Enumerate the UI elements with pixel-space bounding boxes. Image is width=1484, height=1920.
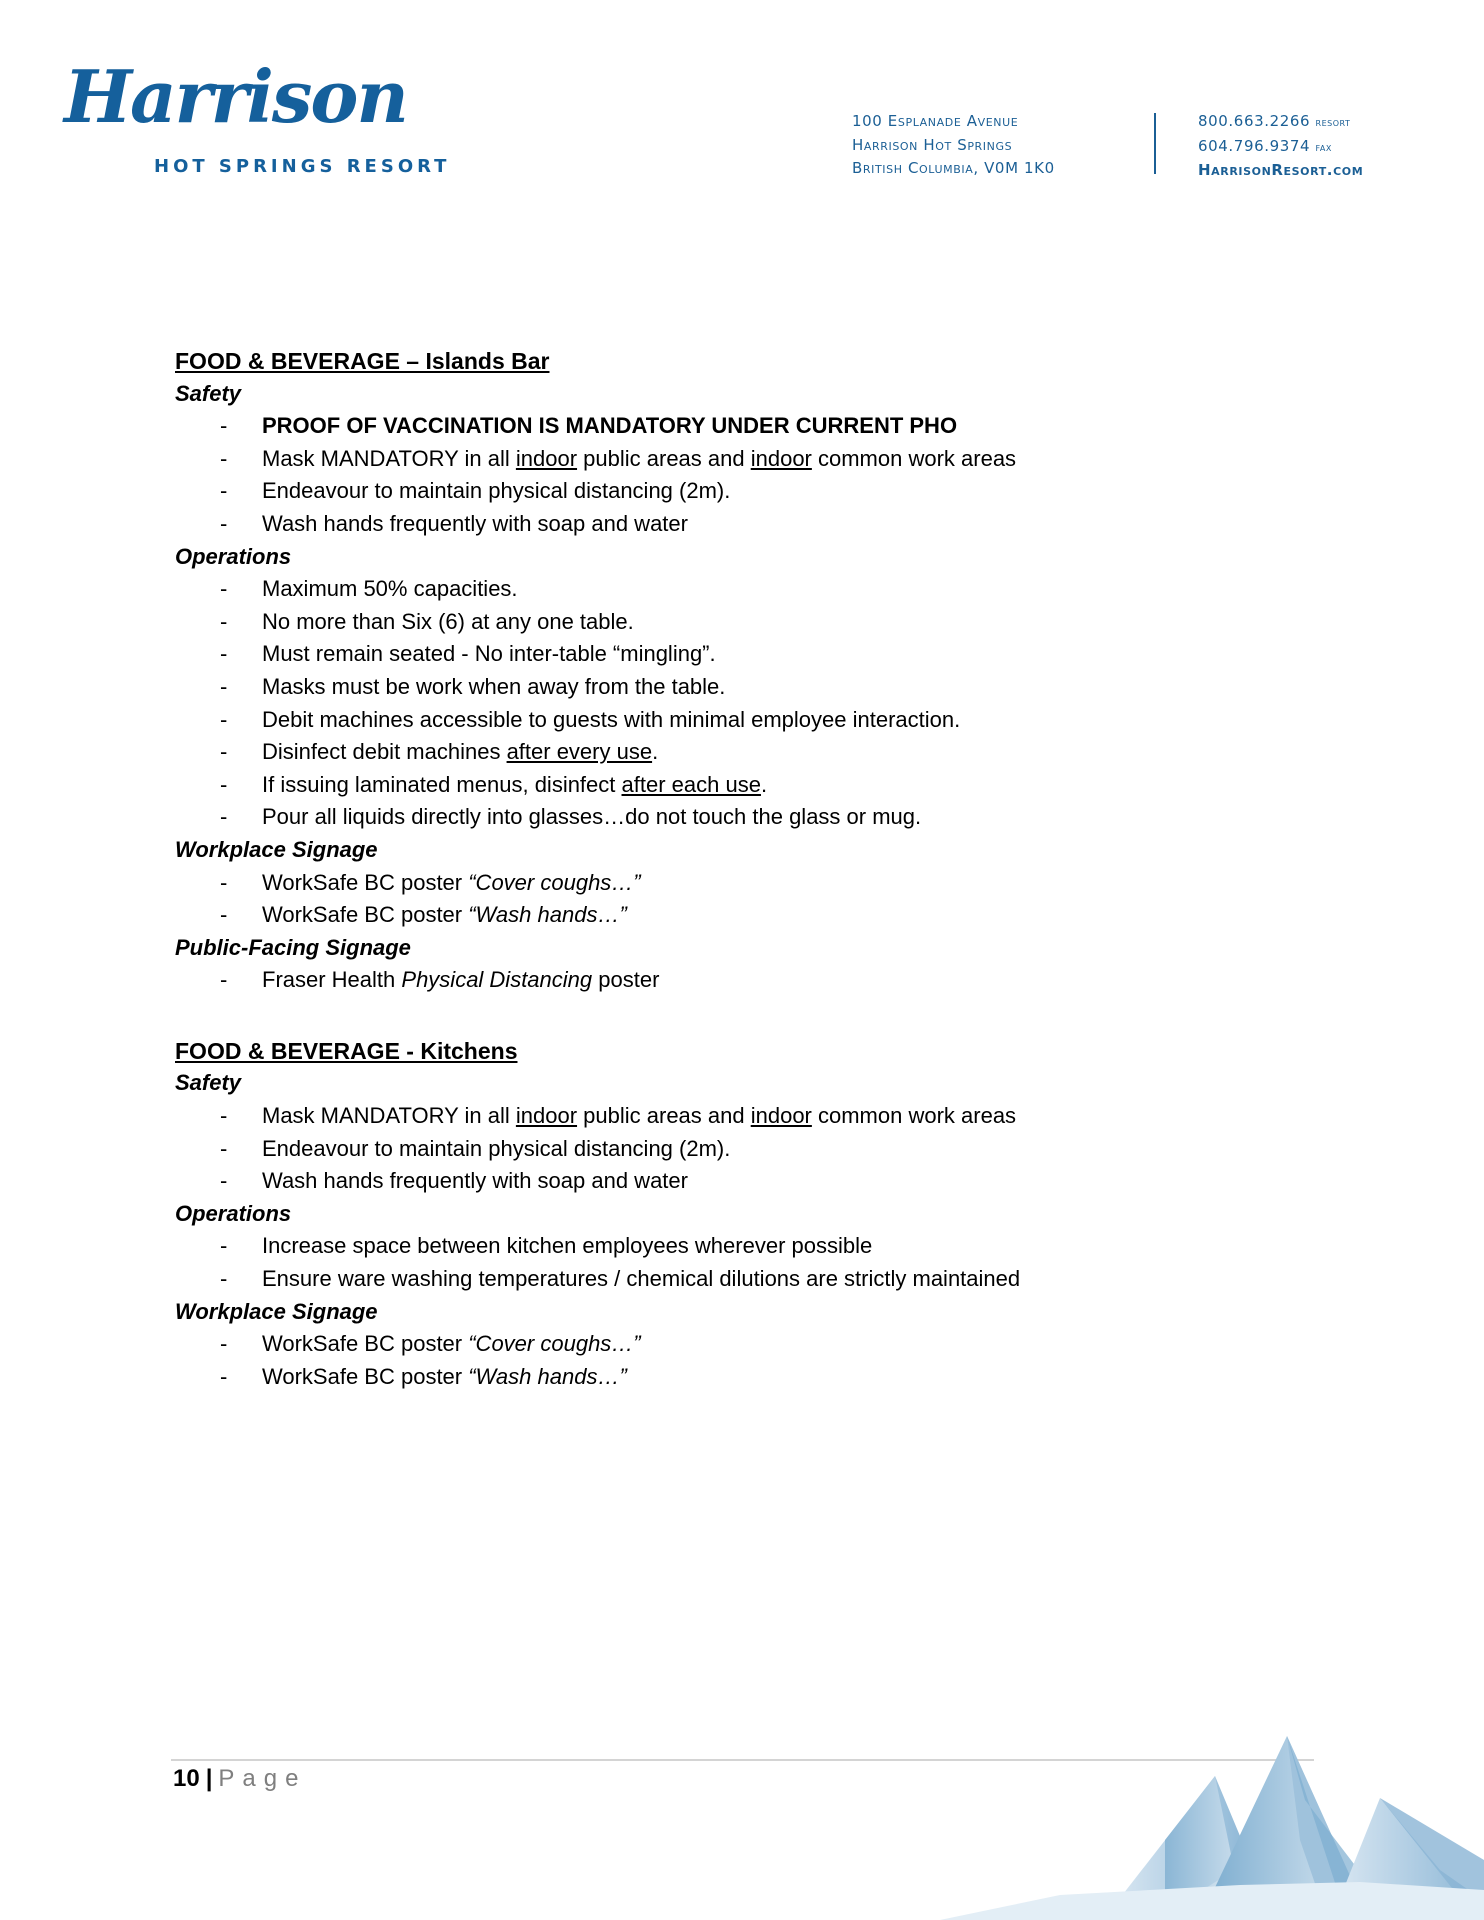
list-item-text: WorkSafe BC poster — [262, 869, 469, 895]
list-item — [175, 1263, 1325, 1296]
list-item — [175, 1100, 1325, 1133]
list-item — [175, 1133, 1325, 1166]
list-item-text: after each use — [621, 771, 761, 797]
logo-wordmark: Harrison — [64, 54, 407, 139]
bullet-dash: - — [220, 1233, 228, 1259]
resort-phone: 800.663.2266 — [1198, 112, 1311, 130]
subsection-title: Safety — [175, 1070, 242, 1096]
website-link[interactable]: HarrisonResort.com — [1198, 161, 1364, 179]
address-block — [852, 110, 1055, 181]
bullet-dash: - — [220, 608, 228, 634]
list-item-text: “Cover coughs…” — [468, 869, 641, 895]
mountains-graphic — [940, 1720, 1484, 1920]
bullet-dash: - — [220, 869, 228, 895]
fax-label: fax — [1315, 140, 1332, 154]
list-item-text: . — [652, 739, 659, 765]
bullet-dash: - — [220, 1331, 228, 1357]
bullet-dash: - — [220, 1266, 228, 1292]
bullet-dash: - — [220, 967, 228, 993]
address-line: Harrison Hot Springs — [852, 135, 1013, 154]
subsection-title: Public-Facing Signage — [175, 934, 411, 960]
list-item-text: Must remain seated - No inter-table “mingling”. — [262, 641, 716, 667]
list-item-text: Disinfect debit machines — [262, 739, 507, 765]
list-item — [175, 1361, 1325, 1394]
subsection-title: Operations — [175, 1200, 292, 1226]
list-item-text: Wash hands frequently with soap and water — [262, 1168, 688, 1194]
list-item — [175, 801, 1325, 834]
subsection-title: Workplace Signage — [175, 1298, 378, 1324]
bullet-dash: - — [220, 413, 228, 439]
subsection-title: Safety — [175, 380, 242, 406]
list-item-text: PROOF OF VACCINATION IS MANDATORY UNDER CURRENT PHO — [262, 413, 958, 439]
list-item-text: common work areas — [811, 1103, 1017, 1129]
list-item-text: WorkSafe BC poster — [262, 1363, 469, 1389]
list-item — [175, 475, 1325, 508]
list-item — [175, 736, 1325, 769]
bullet-dash: - — [220, 1363, 228, 1389]
list-item-text: Masks must be work when away from the table. — [262, 673, 726, 699]
address-line: British Columbia, V0M 1K0 — [852, 159, 1055, 177]
list-item — [175, 508, 1325, 541]
list-item-text: WorkSafe BC poster — [262, 1331, 469, 1357]
list-item-text: indoor — [750, 1103, 812, 1129]
list-item-text: indoor — [515, 1103, 578, 1129]
list-item-text: Mask MANDATORY in all — [262, 1103, 516, 1129]
list-item-text: . — [760, 771, 768, 797]
list-item-text: “Wash hands…” — [468, 902, 627, 928]
contact-block — [1198, 110, 1363, 183]
section-heading: FOOD & BEVERAGE – Islands Bar — [175, 348, 550, 374]
subsection-title: Workplace Signage — [175, 836, 378, 862]
list-item-text: Endeavour to maintain physical distancing (2m). — [262, 478, 731, 504]
list-item — [175, 867, 1325, 900]
list-item-text: Physical Distancing — [401, 967, 593, 993]
section-heading: FOOD & BEVERAGE - Kitchens — [175, 1037, 518, 1064]
list-item — [175, 899, 1325, 932]
page-number — [173, 1765, 306, 1793]
list-item-text: “Cover coughs…” — [468, 1331, 641, 1357]
bullet-dash: - — [220, 673, 228, 699]
list-item-text: poster — [592, 967, 660, 993]
list-item-text: “Wash hands…” — [468, 1363, 627, 1389]
header-divider — [1154, 113, 1156, 174]
list-item-text: public areas and — [577, 445, 751, 471]
list-item-text: Increase space between kitchen employees wherever possible — [262, 1233, 873, 1259]
bullet-dash: - — [220, 1135, 228, 1161]
list-item — [175, 638, 1325, 671]
list-item — [175, 606, 1325, 639]
address-line: 100 Esplanade Avenue — [852, 112, 1019, 130]
bullet-dash: - — [220, 641, 228, 667]
list-item — [175, 1328, 1325, 1361]
list-item-text: public areas and — [577, 1103, 751, 1129]
list-item-text: No more than Six (6) at any one table. — [262, 608, 634, 634]
list-item — [175, 410, 1325, 443]
bullet-dash: - — [220, 445, 228, 471]
resort-phone-label: resort — [1315, 116, 1351, 129]
list-item — [175, 769, 1325, 802]
list-item — [175, 1230, 1325, 1263]
bullet-dash: - — [220, 902, 228, 928]
bullet-dash: - — [220, 478, 228, 504]
logo-subtitle: HOT SPRINGS RESORT — [154, 156, 451, 177]
list-item-text: WorkSafe BC poster — [262, 902, 469, 928]
page-number-value: 10 — [173, 1765, 200, 1792]
list-item-text: indoor — [750, 445, 812, 471]
list-item-text: Mask MANDATORY in all — [262, 445, 516, 471]
list-item — [175, 573, 1325, 606]
list-item-text: Fraser Health — [262, 967, 402, 993]
document-body — [175, 345, 1325, 1393]
list-item — [175, 704, 1325, 737]
bullet-dash: - — [220, 510, 228, 536]
fax-number: 604.796.9374 — [1198, 136, 1311, 155]
page-separator: | — [205, 1765, 213, 1792]
list-item-text: Wash hands frequently with soap and water — [262, 510, 688, 536]
harrison-logo — [64, 52, 451, 177]
list-item-text: indoor — [515, 445, 578, 471]
list-item-text: Debit machines accessible to guests with minimal employee interaction. — [262, 706, 961, 732]
list-item-text: Maximum 50% capacities. — [262, 576, 518, 602]
bullet-dash: - — [220, 739, 228, 765]
bullet-dash: - — [220, 1103, 228, 1129]
list-item-text: common work areas — [811, 445, 1017, 471]
list-item-text: Ensure ware washing temperatures / chemical dilutions are strictly maintained — [262, 1266, 1021, 1292]
list-item — [175, 671, 1325, 704]
list-item-text: If issuing laminated menus, disinfect — [262, 771, 622, 797]
page-label: Page — [218, 1765, 307, 1792]
bullet-dash: - — [220, 1168, 228, 1194]
section-spacer — [175, 997, 1325, 1035]
bullet-dash: - — [220, 771, 228, 797]
bullet-dash: - — [220, 804, 228, 830]
list-item-text: Endeavour to maintain physical distancing (2m). — [262, 1135, 731, 1161]
bullet-dash: - — [220, 706, 228, 732]
list-item — [175, 443, 1325, 476]
list-item-text: Pour all liquids directly into glasses…do not touch the glass or mug. — [262, 804, 922, 830]
list-item-text: after every use — [506, 739, 653, 765]
bullet-dash: - — [220, 576, 228, 602]
subsection-title: Operations — [175, 543, 292, 569]
list-item — [175, 964, 1325, 997]
list-item — [175, 1165, 1325, 1198]
